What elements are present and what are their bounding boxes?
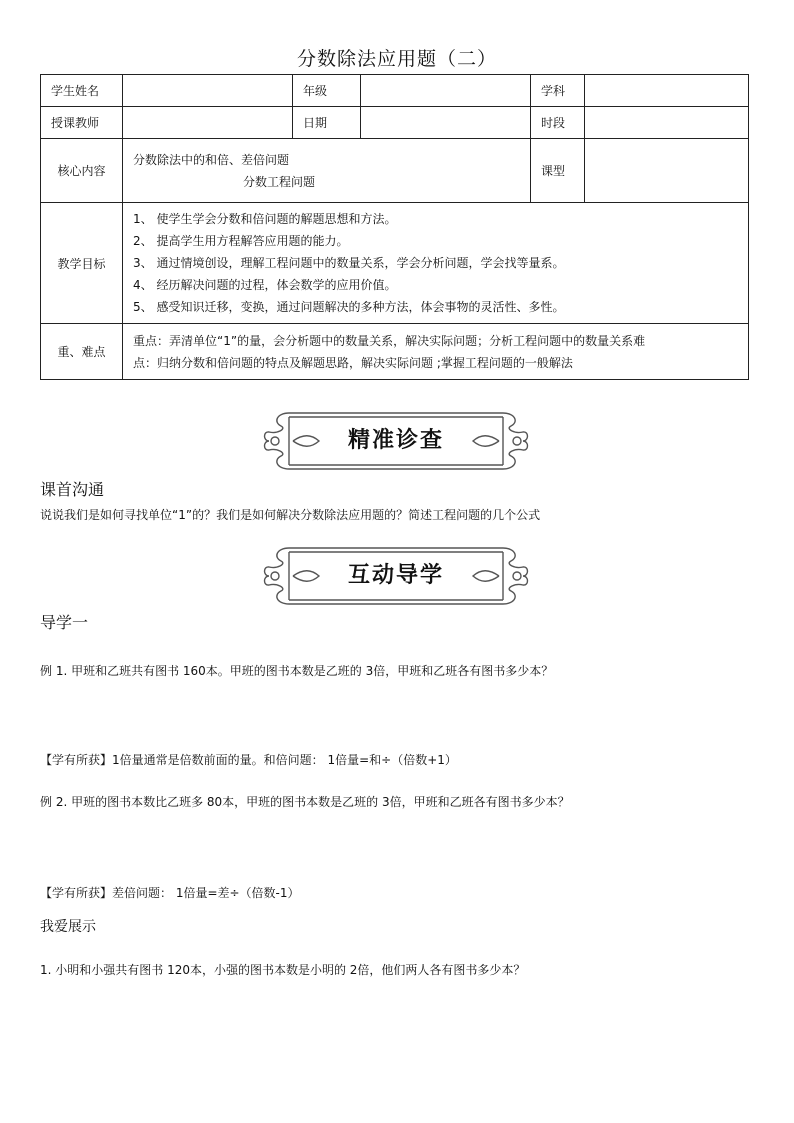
learning-gain-1: 【学有所获】1倍量通常是倍数前面的量。和倍问题： 1倍量=和÷（倍数+1） <box>40 753 457 767</box>
core-line: 分数除法中的和倍、差倍问题 <box>133 152 290 167</box>
key-points-cell <box>123 324 749 380</box>
student-name-value <box>123 75 293 107</box>
period-label: 时段 <box>531 107 585 139</box>
goal-item: 1、 使学生学会分数和倍问题的解题思想和方法。 <box>133 212 397 226</box>
show-heading: 我爱展示 <box>40 919 96 935</box>
date-value <box>361 107 531 139</box>
table-row <box>41 139 749 203</box>
table-row <box>41 107 749 139</box>
lesson-type-value <box>585 139 749 203</box>
subject-label: 学科 <box>531 75 585 107</box>
document-title: 分数除法应用题（二） <box>296 48 497 70</box>
goal-item: 5、 感受知识迁移，变换，通过问题解决的多种方法，体会事物的灵活性、多性。 <box>133 300 565 314</box>
guide-heading: 导学一 <box>40 613 89 632</box>
goals-cell <box>123 203 749 324</box>
learning-gain-2: 【学有所获】差倍问题： 1倍量=差÷（倍数-1） <box>40 886 300 900</box>
table-row <box>41 203 749 324</box>
goals-label: 教学目标 <box>41 203 123 324</box>
goal-item: 3、 通过情境创设，理解工程问题中的数量关系，学会分析问题，学会找等量系。 <box>133 256 565 270</box>
example-1: 例 1. 甲班和乙班共有图书 160本。甲班的图书本数是乙班的 3倍，甲班和乙班各有图书多少本？ <box>40 664 554 678</box>
date-label: 日期 <box>293 107 361 139</box>
goal-item: 2、 提高学生用方程解答应用题的能力。 <box>133 234 349 248</box>
grade-value <box>361 75 531 107</box>
table-row <box>41 75 749 107</box>
teacher-label: 授课教师 <box>41 107 123 139</box>
section-banner-diagnosis <box>263 410 529 472</box>
core-content-label: 核心内容 <box>41 139 123 203</box>
core-content-cell <box>123 139 531 203</box>
section-banner-guided-study <box>263 545 529 607</box>
banner-title: 精准诊查 <box>347 427 444 453</box>
intro-text: 说说我们是如何寻找单位“1”的？我们是如何解决分数除法应用题的？简述工程问题的几个公式 <box>40 508 541 522</box>
period-value <box>585 107 749 139</box>
teacher-value <box>123 107 293 139</box>
grade-label: 年级 <box>293 75 361 107</box>
table-row <box>41 324 749 380</box>
subject-value <box>585 75 749 107</box>
intro-heading: 课首沟通 <box>40 480 105 499</box>
lesson-info-table <box>40 74 749 380</box>
student-name-label: 学生姓名 <box>41 75 123 107</box>
banner-title: 互动导学 <box>347 562 444 588</box>
key-line: 点：归纳分数和倍问题的特点及解题思路，解决实际问题 ;掌握工程问题的一般解法 <box>133 355 573 370</box>
practice-question-1: 1. 小明和小强共有图书 120本，小强的图书本数是小明的 2倍，他们两人各有图书多少本？ <box>40 963 526 977</box>
key-line: 重点：弄清单位“1”的量，会分析题中的数量关系，解决实际问题；分析工程问题中的数量关系难 <box>133 333 646 348</box>
lesson-type-label: 课型 <box>531 139 585 203</box>
goal-item: 4、 经历解决问题的过程，体会数学的应用价值。 <box>133 278 397 292</box>
core-line: 分数工程问题 <box>243 174 316 189</box>
example-2: 例 2. 甲班的图书本数比乙班多 80本，甲班的图书本数是乙班的 3倍，甲班和乙班各有图书多少本？ <box>40 795 570 809</box>
key-points-label: 重、难点 <box>41 324 123 380</box>
